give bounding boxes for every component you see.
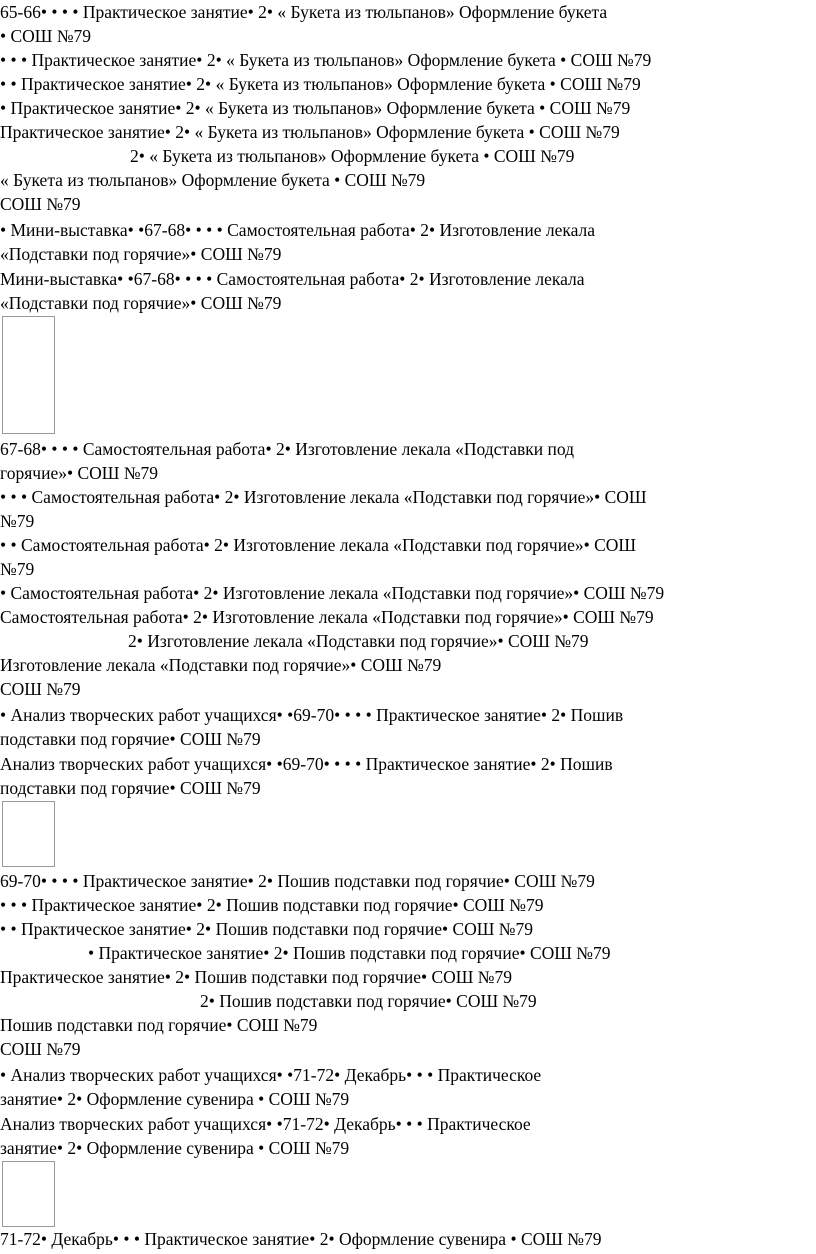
text-line: • • • Самостоятельная работа• 2• Изготовление лекала «Подставки под горячие»• СОШ [0,487,647,507]
text-line: горячие»• СОШ №79 [0,463,159,483]
text-line: • • • Практическое занятие• 2• « Букета из тюльпанов» Оформление букета • СОШ №79 [0,50,652,70]
text-line: « Букета из тюльпанов» Оформление букета • СОШ №79 [0,170,426,190]
text-line: • • • Практическое занятие• 2• Пошив подставки под горячие• СОШ №79 [0,895,544,915]
text-line: • • Самостоятельная работа• 2• Изготовление лекала «Подставки под горячие»• СОШ [0,535,637,555]
image-placeholder [2,316,55,434]
text-line: подставки под горячие• СОШ №79 [0,778,261,798]
text-line: 67-68• • • • Самостоятельная работа• 2• Изготовление лекала «Подставки под [0,439,575,459]
text-line: СОШ №79 [0,194,81,214]
text-line: 65-66• • • • Практическое занятие• 2• « Букета из тюльпанов» Оформление букета [0,2,608,22]
text-line: • Самостоятельная работа• 2• Изготовление лекала «Подставки под горячие»• СОШ №79 [0,583,665,603]
text-line: Самостоятельная работа• 2• Изготовление лекала «Подставки под горячие»• СОШ №79 [0,607,654,627]
text-line: • Практическое занятие• 2• Пошив подставки под горячие• СОШ №79 [88,943,611,963]
text-line: Анализ творческих работ учащихся• •71-72• Декабрь• • • Практическое [0,1114,531,1134]
text-line: • Анализ творческих работ учащихся• •71-72• Декабрь• • • Практическое [0,1065,542,1085]
text-line: Изготовление лекала «Подставки под горячие»• СОШ №79 [0,655,442,675]
text-line: СОШ №79 [0,679,81,699]
text-line: • Мини-выставка• •67-68• • • • Самостоятельная работа• 2• Изготовление лекала [0,220,596,240]
text-line: 2• Пошив подставки под горячие• СОШ №79 [200,991,537,1011]
text-line: «Подставки под горячие»• СОШ №79 [0,244,282,264]
text-line: • • Практическое занятие• 2• Пошив подставки под горячие• СОШ №79 [0,919,533,939]
text-line: занятие• 2• Оформление сувенира • СОШ №79 [0,1138,350,1158]
text-line: подставки под горячие• СОШ №79 [0,729,261,749]
text-line: Анализ творческих работ учащихся• •69-70• • • • Практическое занятие• 2• Пошив [0,754,613,774]
text-line: Пошив подставки под горячие• СОШ №79 [0,1015,318,1035]
text-line: • Анализ творческих работ учащихся• •69-70• • • • Практическое занятие• 2• Пошив [0,705,624,725]
text-line: 2• « Букета из тюльпанов» Оформление букета • СОШ №79 [130,146,575,166]
text-line: «Подставки под горячие»• СОШ №79 [0,293,282,313]
text-line: • Практическое занятие• 2• « Букета из тюльпанов» Оформление букета • СОШ №79 [0,98,631,118]
text-line: №79 [0,511,35,531]
text-line: 69-70• • • • Практическое занятие• 2• Пошив подставки под горячие• СОШ №79 [0,871,595,891]
text-line: №79 [0,559,35,579]
text-line: 71-72• Декабрь• • • Практическое занятие• 2• Оформление сувенира • СОШ №79 [0,1229,602,1249]
text-line: Практическое занятие• 2• Пошив подставки под горячие• СОШ №79 [0,967,512,987]
text-line: СОШ №79 [0,1039,81,1059]
text-line: • • Практическое занятие• 2• « Букета из тюльпанов» Оформление букета • СОШ №79 [0,74,641,94]
text-line: занятие• 2• Оформление сувенира • СОШ №79 [0,1089,350,1109]
text-line: • СОШ №79 [0,26,92,46]
text-line: 2• Изготовление лекала «Подставки под горячие»• СОШ №79 [128,631,589,651]
text-line: Мини-выставка• •67-68• • • • Самостоятельная работа• 2• Изготовление лекала [0,269,585,289]
text-line: Практическое занятие• 2• « Букета из тюльпанов» Оформление букета • СОШ №79 [0,122,620,142]
image-placeholder [2,1161,55,1227]
image-placeholder [2,801,55,867]
